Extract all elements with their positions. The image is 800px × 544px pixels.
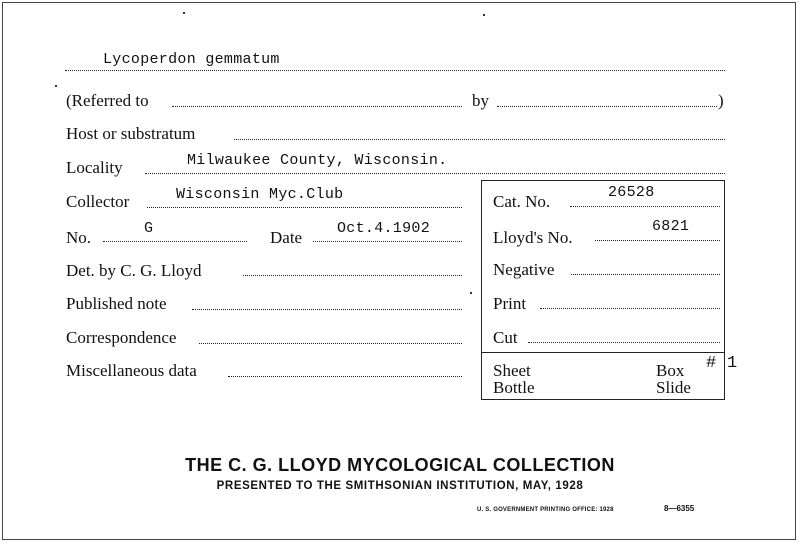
- miscellaneous-label: Miscellaneous data: [66, 361, 197, 380]
- collection-title: THE C. G. LLOYD MYCOLOGICAL COLLECTION: [185, 455, 615, 475]
- cat-no-line: [570, 206, 720, 207]
- det-by-label: Det. by C. G. Lloyd: [66, 261, 202, 280]
- no-value: G: [144, 220, 154, 237]
- lloyds-no-line: [595, 240, 720, 241]
- form-number: 8—6355: [664, 504, 695, 513]
- referred-to-line: [172, 106, 462, 107]
- specimen-name: Lycoperdon gemmatum: [103, 51, 280, 68]
- miscellaneous-line: [228, 376, 462, 377]
- lloyds-no-value: 6821: [652, 218, 690, 235]
- correspondence-line: [199, 343, 462, 344]
- box-value: # 1: [706, 354, 738, 373]
- locality-label: Locality: [66, 158, 123, 177]
- date-line: [313, 241, 462, 242]
- by-line: [497, 106, 717, 107]
- scan-speck: [183, 12, 185, 14]
- specimen-name-line: [65, 70, 725, 71]
- close-paren: ): [718, 91, 724, 110]
- collector-label: Collector: [66, 192, 130, 211]
- by-label: by: [472, 91, 489, 110]
- sheet-label: Sheet: [493, 361, 531, 380]
- cat-no-value: 26528: [608, 184, 655, 201]
- collector-line: [147, 207, 462, 208]
- slide-label: Slide: [656, 378, 691, 397]
- box-label: Box: [656, 361, 685, 380]
- lloyds-no-label: Lloyd's No.: [493, 228, 573, 247]
- catalog-box-divider: [481, 352, 725, 353]
- cut-line: [528, 342, 720, 343]
- locality-value: Milwaukee County, Wisconsin.: [187, 152, 448, 169]
- date-label: Date: [270, 228, 303, 247]
- printer-imprint: U. S. GOVERNMENT PRINTING OFFICE: 1928: [477, 507, 614, 513]
- published-note-label: Published note: [66, 294, 167, 313]
- print-line: [540, 308, 720, 309]
- correspondence-label: Correspondence: [66, 328, 177, 347]
- scan-speck: [470, 292, 472, 294]
- bottle-label: Bottle: [493, 378, 535, 397]
- locality-line: [145, 173, 725, 174]
- collector-value: Wisconsin Myc.Club: [176, 186, 344, 203]
- negative-line: [571, 274, 720, 275]
- negative-label: Negative: [493, 260, 555, 279]
- print-label: Print: [493, 294, 527, 313]
- scan-speck: [483, 14, 485, 16]
- no-line: [103, 241, 247, 242]
- cat-no-label: Cat. No.: [493, 192, 551, 211]
- referred-to-label: (Referred to: [66, 91, 149, 110]
- host-label: Host or substratum: [66, 124, 196, 143]
- host-line: [234, 139, 725, 140]
- cut-label: Cut: [493, 328, 518, 347]
- no-label: No.: [66, 228, 92, 247]
- date-value: Oct.4.1902: [337, 220, 431, 237]
- det-by-line: [243, 275, 462, 276]
- scan-speck: [55, 85, 57, 87]
- published-note-line: [192, 309, 462, 310]
- collection-subtitle: PRESENTED TO THE SMITHSONIAN INSTITUTION, MAY, 1928: [216, 480, 584, 492]
